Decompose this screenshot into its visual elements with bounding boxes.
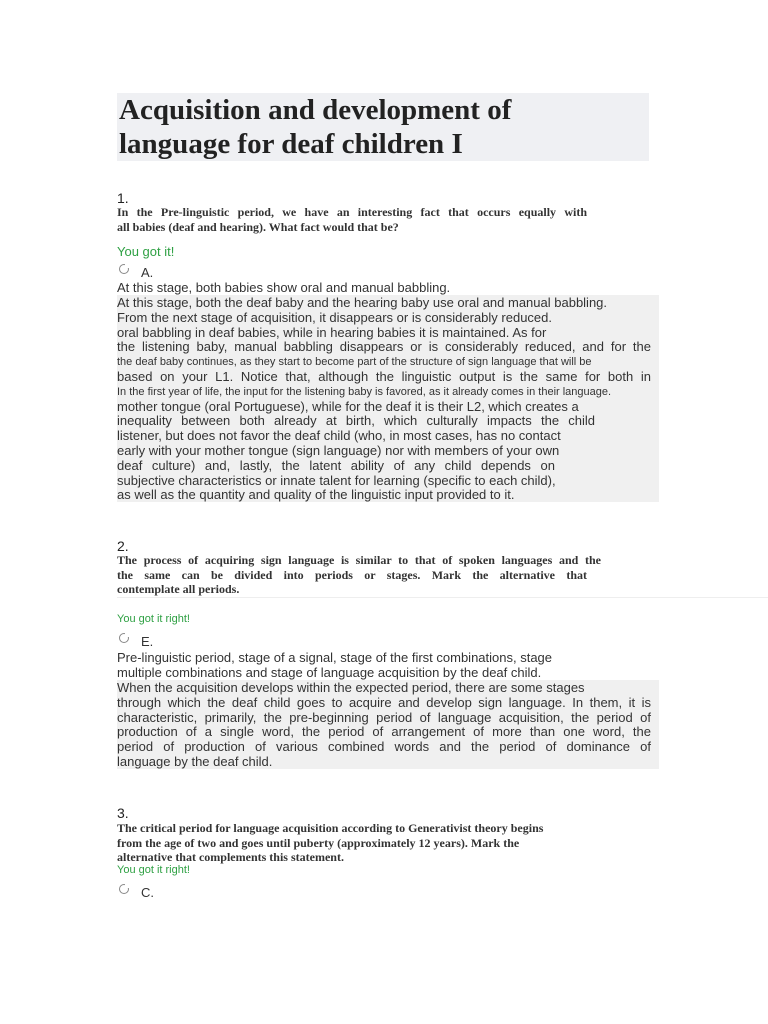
answer-text xyxy=(117,281,450,296)
answer-text-line: multiple combinations and stage of language acquisition by the deaf child. xyxy=(117,664,542,680)
option-letter: A. xyxy=(141,265,154,280)
question-text xyxy=(117,821,597,865)
feedback-correct: You got it right! xyxy=(117,864,190,876)
explanation-line: When the acquisition develops within the expected period, there are some stages xyxy=(117,680,585,695)
explanation-line: period of production of various combined words and the period of dominance of xyxy=(117,739,651,755)
explanation-box xyxy=(117,680,659,769)
explanation-line: production of a single word, the period of arrangement of more than one word, the xyxy=(117,724,651,740)
explanation-line: From the next stage of acquisition, it disappears or is considerably reduced. xyxy=(117,309,553,325)
page-title-line: Acquisition and development of xyxy=(119,94,512,126)
explanation-line: oral babbling in deaf babies, while in hearing babies it is maintained. As for xyxy=(117,324,547,340)
answer-text xyxy=(117,651,552,681)
feedback-correct: You got it right! xyxy=(117,613,190,625)
answer-text-line: Pre-linguistic period, stage of a signal, stage of the first combinations, stage xyxy=(117,650,553,665)
explanation-line: the deaf baby continues, as they start to become part of the structure of sign language that will be xyxy=(117,356,592,369)
page-title xyxy=(117,93,649,161)
question-text-line: all babies (deaf and hearing). What fact would that be? xyxy=(117,219,399,234)
question-text-line: The critical period for language acquisition according to Generativist theory begins xyxy=(117,821,544,835)
answer-text-line: At this stage, both babies show oral and manual babbling. xyxy=(117,280,451,295)
explanation-line: as well as the quantity and quality of the linguistic input provided to it. xyxy=(117,487,515,503)
explanation-line: At this stage, both the deaf baby and the hearing baby use oral and manual babbling. xyxy=(117,295,608,310)
explanation-box xyxy=(117,295,659,502)
divider xyxy=(117,597,768,598)
question-text-line: The process of acquiring sign language is similar to that of spoken languages and the xyxy=(117,553,601,567)
explanation-line: early with your mother tongue (sign language) nor with members of your own xyxy=(117,442,560,458)
question-text-line: contemplate all periods. xyxy=(117,582,240,596)
explanation-line: language by the deaf child. xyxy=(117,753,273,769)
question-text-line: the same can be divided into periods or stages. Mark the alternative that xyxy=(117,567,587,582)
question-text xyxy=(117,205,587,234)
explanation-line: mother tongue (oral Portuguese), while for the deaf it is their L2, which creates a xyxy=(117,398,579,414)
question-text-line: alternative that complements this statement. xyxy=(117,850,344,864)
question-text xyxy=(117,553,601,597)
explanation-line: inequality between both already at birth, which culturally impacts the child xyxy=(117,413,595,429)
question-number: 1. xyxy=(117,190,129,206)
radio-button-icon[interactable] xyxy=(119,264,129,274)
option-letter: E. xyxy=(141,634,154,649)
explanation-line: In the first year of life, the input for the listening baby is favored, as it already comes in their language. xyxy=(117,385,612,398)
explanation-line: characteristic, primarily, the pre-beginning period of language acquisition, the period of xyxy=(117,709,651,725)
explanation-line: based on your L1. Notice that, although the linguistic output is the same for both in xyxy=(117,368,651,384)
explanation-line: the listening baby, manual babbling disappears or is considerably reduced, and for the xyxy=(117,339,651,355)
radio-button-icon[interactable] xyxy=(119,884,129,894)
radio-button-icon[interactable] xyxy=(119,633,129,643)
explanation-line: through which the deaf child goes to acquire and develop sign language. In them, it is xyxy=(117,694,651,710)
option-letter: C. xyxy=(141,885,154,900)
feedback-correct: You got it! xyxy=(117,244,175,259)
explanation-line: subjective characteristics or innate talent for learning (specific to each child), xyxy=(117,472,556,488)
explanation-line: deaf culture) and, lastly, the latent ability of any child depends on xyxy=(117,457,555,473)
page-title-line: language for deaf children I xyxy=(119,128,463,160)
question-text-line: from the age of two and goes until puberty (approximately 12 years). Mark the xyxy=(117,835,520,850)
question-number: 3. xyxy=(117,805,129,821)
explanation-line: listener, but does not favor the deaf child (who, in most cases, has no contact xyxy=(117,428,561,444)
question-number: 2. xyxy=(117,538,129,554)
question-text-line: In the Pre-linguistic period, we have an interesting fact that occurs equally with xyxy=(117,205,587,219)
